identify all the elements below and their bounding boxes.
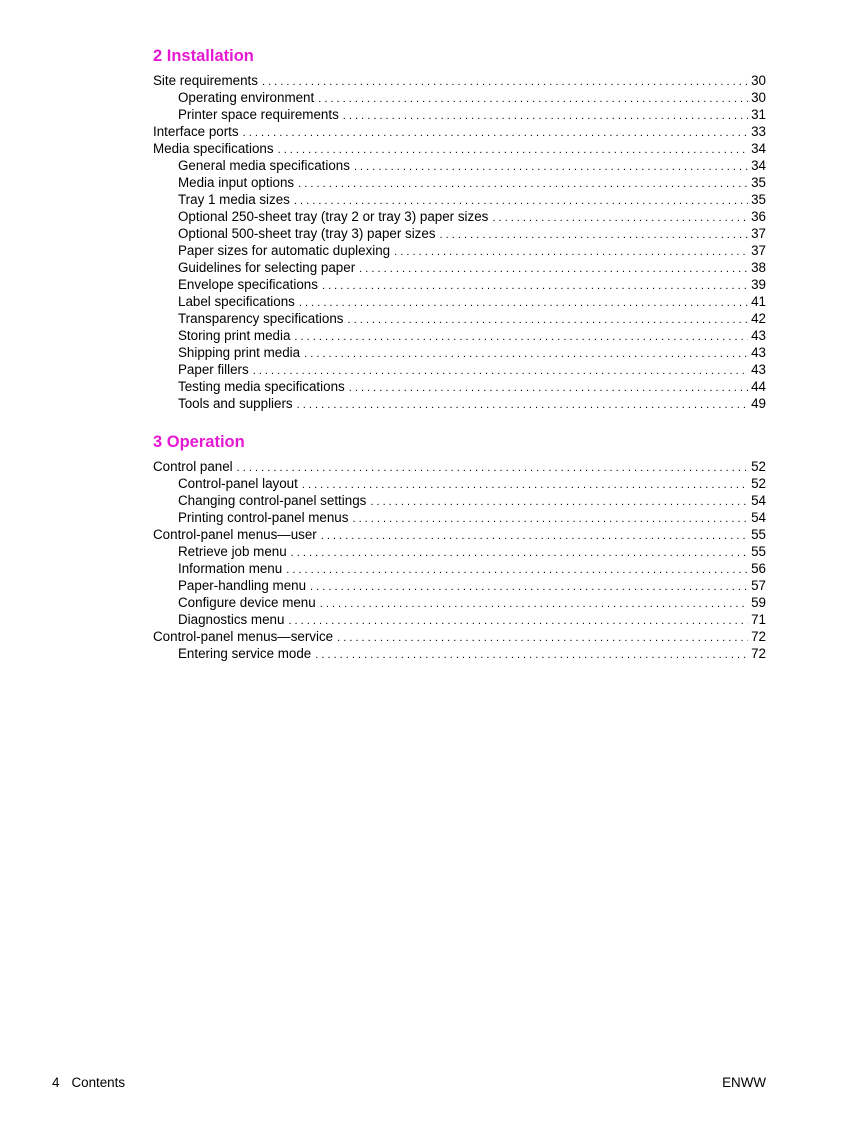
toc-entry-title: Configure device menu: [178, 595, 316, 610]
toc-entry-page: 44: [751, 379, 766, 394]
toc-entry-page: 54: [751, 493, 766, 508]
toc-entry-title: Control-panel menus—user: [153, 527, 317, 542]
toc-entry[interactable]: [153, 191, 766, 208]
toc-entry-title: Printer space requirements: [178, 107, 339, 122]
toc-entry[interactable]: [153, 123, 766, 140]
toc-entry-page: 34: [751, 158, 766, 173]
toc-entry[interactable]: [153, 106, 766, 123]
dot-leader: [320, 596, 748, 613]
toc-entry-title: Entering service mode: [178, 646, 312, 661]
toc-entry-title: Optional 250-sheet tray (tray 2 or tray 3) paper sizes: [178, 209, 489, 224]
toc-section-installation: [153, 44, 766, 412]
dot-leader: [359, 261, 748, 278]
toc-entry-title: Optional 500-sheet tray (tray 3) paper sizes: [178, 226, 436, 241]
toc-entry-page: 49: [751, 396, 766, 411]
toc-entry-title: Information menu: [178, 561, 283, 576]
page-footer: [52, 1074, 766, 1092]
dot-leader: [349, 380, 748, 397]
toc-entry[interactable]: [153, 492, 766, 509]
toc-entry-page: 52: [751, 476, 766, 491]
dot-leader: [299, 295, 748, 312]
toc-entry-title: Paper-handling menu: [178, 578, 307, 593]
toc-entry-title: Paper fillers: [178, 362, 249, 377]
dot-leader: [243, 125, 748, 142]
toc-entry-page: 57: [751, 578, 766, 593]
toc-entry-title: Media specifications: [153, 141, 274, 156]
dot-leader: [286, 562, 748, 579]
toc-entry-page: 30: [751, 73, 766, 88]
toc-entry-title: Operating environment: [178, 90, 315, 105]
dot-leader: [321, 528, 748, 545]
toc-entry-title: Envelope specifications: [178, 277, 318, 292]
toc-entry-page: 52: [751, 459, 766, 474]
dot-leader: [315, 647, 748, 664]
toc-entry-list: [153, 72, 766, 412]
dot-leader: [492, 210, 748, 227]
toc-entry-title: Label specifications: [178, 294, 295, 309]
toc-entry-page: 39: [751, 277, 766, 292]
toc-entry[interactable]: [153, 310, 766, 327]
toc-entry-page: 33: [751, 124, 766, 139]
toc-entry-page: 56: [751, 561, 766, 576]
toc-entry[interactable]: [153, 560, 766, 577]
toc-entry-page: 42: [751, 311, 766, 326]
toc-entry-page: 55: [751, 527, 766, 542]
toc-entry[interactable]: [153, 475, 766, 492]
toc-entry[interactable]: [153, 526, 766, 543]
footer-page-number: 4: [52, 1075, 60, 1090]
toc-entry[interactable]: [153, 594, 766, 611]
toc-entry[interactable]: [153, 276, 766, 293]
footer-doc-code: ENWW: [722, 1075, 766, 1090]
toc-entry[interactable]: [153, 395, 766, 412]
dot-leader: [347, 312, 748, 329]
toc-entry-title: Printing control-panel menus: [178, 510, 349, 525]
dot-leader: [370, 494, 748, 511]
dot-leader: [304, 346, 748, 363]
toc-entry-page: 59: [751, 595, 766, 610]
dot-leader: [318, 91, 748, 108]
toc-entry-title: Diagnostics menu: [178, 612, 285, 627]
toc-entry[interactable]: [153, 611, 766, 628]
toc-entry-title: Paper sizes for automatic duplexing: [178, 243, 391, 258]
toc-entry-title: Site requirements: [153, 73, 258, 88]
toc-entry[interactable]: [153, 225, 766, 242]
toc-entry-page: 72: [751, 629, 766, 644]
toc-entry-page: 72: [751, 646, 766, 661]
toc-entry-title: Transparency specifications: [178, 311, 344, 326]
toc-entry-title: Tools and suppliers: [178, 396, 293, 411]
toc-entry-page: 35: [751, 175, 766, 190]
toc-entry-page: 43: [751, 328, 766, 343]
toc-entry-title: Retrieve job menu: [178, 544, 287, 559]
dot-leader: [343, 108, 748, 125]
dot-leader: [237, 460, 748, 477]
toc-entry-list: [153, 458, 766, 662]
toc-entry-title: Interface ports: [153, 124, 239, 139]
toc-entry[interactable]: [153, 140, 766, 157]
toc-entry-page: 71: [751, 612, 766, 627]
toc-entry-title: Guidelines for selecting paper: [178, 260, 356, 275]
toc-entry[interactable]: [153, 361, 766, 378]
dot-leader: [297, 397, 748, 414]
toc-entry[interactable]: [153, 157, 766, 174]
toc-entry-title: Media input options: [178, 175, 295, 190]
toc-entry-page: 34: [751, 141, 766, 156]
toc-entry-page: 37: [751, 226, 766, 241]
dot-leader: [337, 630, 748, 647]
toc-entry[interactable]: [153, 628, 766, 645]
toc-entry-page: 37: [751, 243, 766, 258]
toc-entry-page: 38: [751, 260, 766, 275]
toc-section-operation: [153, 430, 766, 662]
dot-leader: [288, 613, 748, 630]
toc-entry-page: 43: [751, 362, 766, 377]
dot-leader: [322, 278, 748, 295]
toc-entry-page: 41: [751, 294, 766, 309]
dot-leader: [440, 227, 749, 244]
dot-leader: [262, 74, 748, 91]
toc-entry-title: Changing control-panel settings: [178, 493, 367, 508]
toc-entry-title: Control-panel menus—service: [153, 629, 334, 644]
toc-entry-title: Shipping print media: [178, 345, 301, 360]
dot-leader: [302, 477, 748, 494]
dot-leader: [394, 244, 748, 261]
dot-leader: [354, 159, 748, 176]
toc-entry-page: 54: [751, 510, 766, 525]
toc-entry-page: 35: [751, 192, 766, 207]
toc-entry[interactable]: [153, 208, 766, 225]
toc-entry-title: Testing media specifications: [178, 379, 345, 394]
toc-entry[interactable]: [153, 72, 766, 89]
toc-entry-title: Control panel: [153, 459, 233, 474]
toc-entry[interactable]: [153, 577, 766, 594]
toc-entry-page: 30: [751, 90, 766, 105]
toc-entry-title: Control-panel layout: [178, 476, 298, 491]
toc-entry[interactable]: [153, 259, 766, 276]
toc-entry[interactable]: [153, 242, 766, 259]
toc-entry[interactable]: [153, 174, 766, 191]
toc-entry[interactable]: [153, 645, 766, 662]
toc-entry[interactable]: [153, 458, 766, 475]
toc-entry-page: 43: [751, 345, 766, 360]
footer-left: [52, 1074, 125, 1092]
toc-entry-title: General media specifications: [178, 158, 350, 173]
toc-entry[interactable]: [153, 543, 766, 560]
dot-leader: [352, 511, 748, 528]
toc-entry-title: Storing print media: [178, 328, 291, 343]
toc-entry[interactable]: [153, 327, 766, 344]
toc-entry[interactable]: [153, 89, 766, 106]
section-heading: 3 Operation: [153, 433, 245, 451]
toc-entry[interactable]: [153, 344, 766, 361]
section-heading: 2 Installation: [153, 47, 254, 65]
toc-entry[interactable]: [153, 509, 766, 526]
toc-entry[interactable]: [153, 378, 766, 395]
dot-leader: [298, 176, 748, 193]
toc-entry-page: 36: [751, 209, 766, 224]
dot-leader: [310, 579, 748, 596]
toc-entry-page: 31: [751, 107, 766, 122]
dot-leader: [294, 329, 748, 346]
toc-entry-title: Tray 1 media sizes: [178, 192, 290, 207]
footer-section-label: Contents: [71, 1075, 126, 1090]
dot-leader: [291, 545, 748, 562]
toc-entry-page: 55: [751, 544, 766, 559]
toc-entry[interactable]: [153, 293, 766, 310]
